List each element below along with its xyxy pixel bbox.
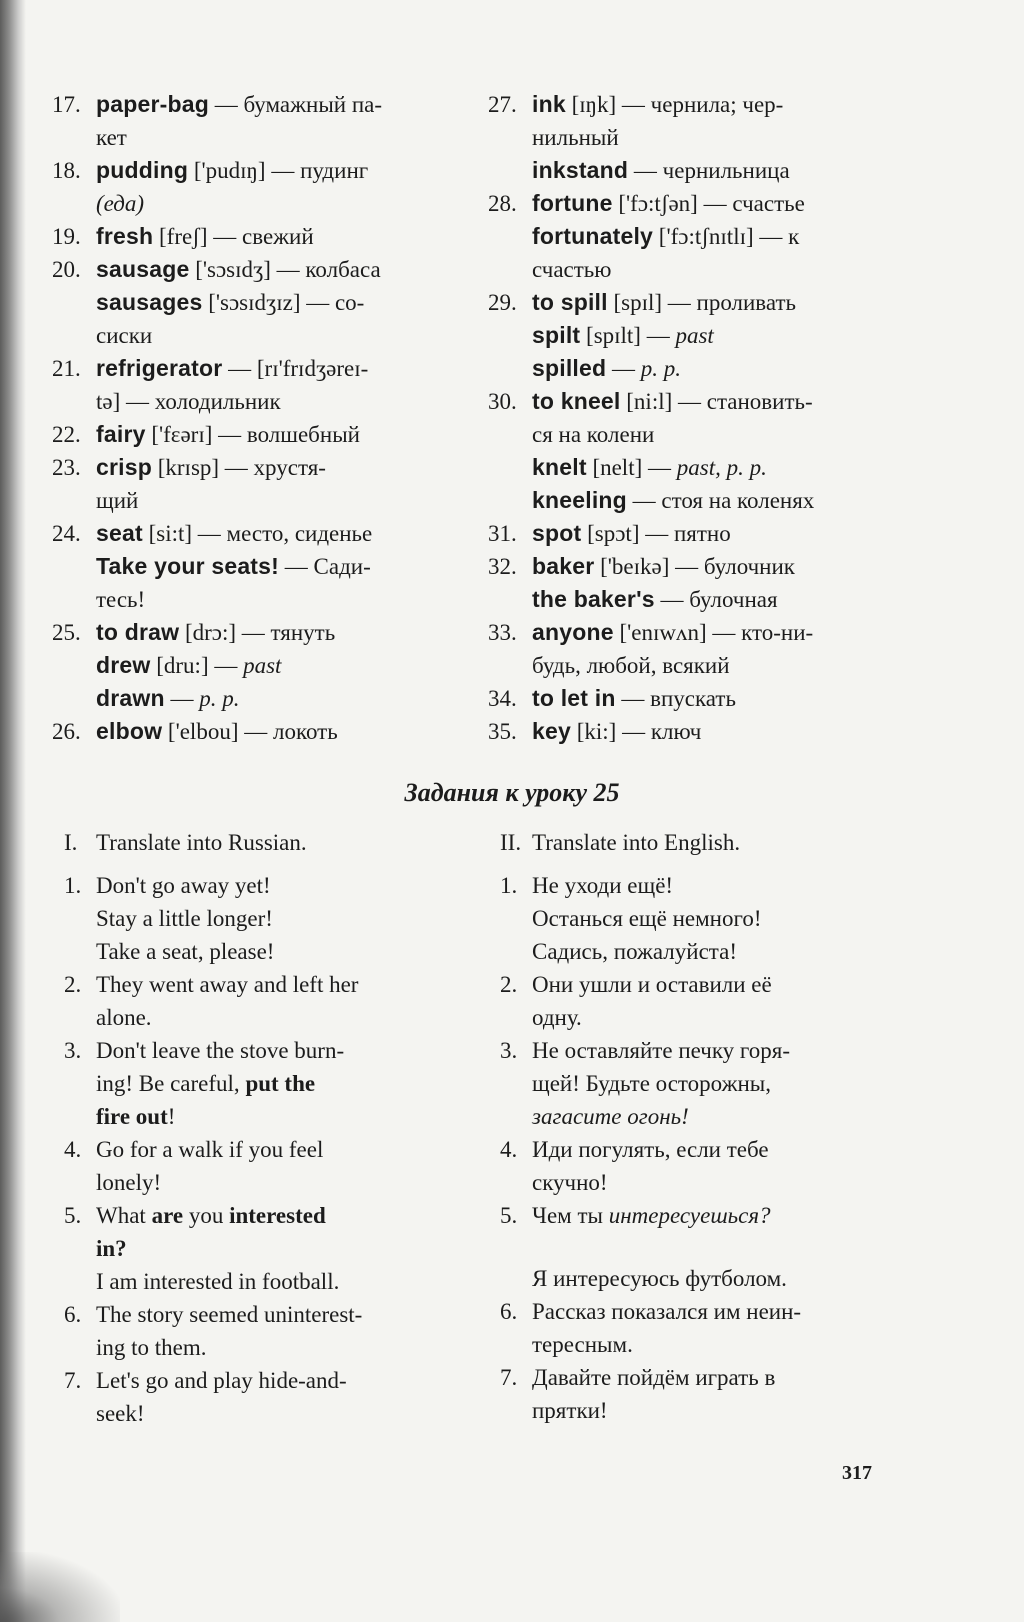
definition-text: Не уходи ещё!: [532, 873, 674, 898]
entry-line: [96, 352, 432, 385]
headword: knelt: [532, 454, 587, 480]
entry-number: 6.: [500, 1299, 518, 1324]
entry-line: [532, 1067, 878, 1100]
definition-text: ['beɪkə] — булочник: [594, 554, 795, 579]
italic-text: p. p.: [199, 686, 240, 711]
definition-text: Иди погулять, если тебе: [532, 1137, 769, 1162]
exercise-number: I.: [64, 830, 78, 855]
italic-text: past: [243, 653, 282, 678]
entry-number: 29.: [488, 290, 517, 315]
definition-text: alone.: [96, 1005, 152, 1030]
vocab-entry: [488, 286, 878, 385]
exercise-items: [488, 869, 878, 1427]
entry-number: 25.: [52, 620, 81, 645]
entry-line: [532, 1295, 878, 1328]
definition-text: прятки!: [532, 1398, 608, 1423]
vocab-entry: [488, 187, 878, 286]
definition-text: [nelt] —: [586, 455, 677, 480]
entry-number: 7.: [64, 1368, 82, 1393]
bold-text: in?: [96, 1236, 127, 1261]
headword: ink: [532, 91, 566, 117]
entry-line: [96, 220, 432, 253]
definition-text: ['fɔ:tʃnɪtlɪ] — к: [653, 224, 800, 249]
entry-line: [532, 649, 878, 682]
definition-text: одну.: [532, 1005, 582, 1030]
entry-line: [532, 517, 878, 550]
definition-text: ing to them.: [96, 1335, 207, 1360]
headword: refrigerator: [96, 355, 223, 381]
entry-line: [96, 1199, 432, 1232]
definition-text: — [rɪ'frɪdʒəreɪ-: [222, 356, 369, 381]
vocab-entry: [488, 715, 878, 748]
vocabulary-column-left: [52, 88, 432, 748]
definition-text: [spɔt] — пятно: [581, 521, 731, 546]
definition-text: Don't go away yet!: [96, 873, 271, 898]
entry-line: [96, 187, 432, 220]
definition-text: seek!: [96, 1401, 145, 1426]
bold-text: put the: [245, 1071, 316, 1096]
definition-text: — Сади-: [279, 554, 371, 579]
definition-text: — чернильница: [628, 158, 790, 183]
definition-text: тересным.: [532, 1332, 633, 1357]
headword: key: [532, 718, 571, 744]
entry-line: [532, 935, 878, 968]
entry-line: [96, 715, 432, 748]
headword: kneeling: [532, 487, 627, 513]
vocab-entry: [488, 550, 878, 616]
entry-line: [96, 1067, 432, 1100]
definition-text: —: [606, 356, 641, 381]
line-gap: [532, 1232, 878, 1262]
entry-line: [532, 616, 878, 649]
entry-number: 23.: [52, 455, 81, 480]
entry-line: [532, 385, 878, 418]
page-number: 317: [842, 1462, 872, 1484]
italic-text: p. p.: [640, 356, 682, 381]
headword: paper-bag: [96, 91, 209, 117]
vocab-entry: [488, 517, 878, 550]
definition-text: Let's go and play hide-and-: [96, 1368, 347, 1393]
entry-line: [96, 1133, 432, 1166]
exercise-item: [52, 869, 432, 968]
entry-number: 7.: [500, 1365, 518, 1390]
definition-text: ['fɔ:tʃən] — счастье: [612, 191, 805, 216]
entry-number: 35.: [488, 719, 517, 744]
headword: spot: [532, 520, 582, 546]
bold-text: fire out: [96, 1104, 168, 1129]
exercise-item: [488, 869, 878, 968]
entry-line: [532, 1001, 878, 1034]
entry-number: 30.: [488, 389, 517, 414]
definition-text: [drɔ:] — тянуть: [179, 620, 336, 645]
definition-text: кет: [96, 125, 127, 150]
exercise-column-right: [488, 826, 878, 1427]
definition-text: — бумажный па-: [208, 92, 383, 117]
headword: drew: [96, 652, 151, 678]
headword: crisp: [96, 454, 152, 480]
entry-number: 2.: [500, 972, 518, 997]
definition-text: The story seemed uninterest-: [96, 1302, 363, 1327]
headword: to spill: [532, 289, 608, 315]
definition-text: —: [164, 686, 200, 711]
definition-text: ['elbou] — локоть: [162, 719, 338, 744]
scan-edge-shadow: [0, 0, 26, 1622]
definition-text: lonely!: [96, 1170, 162, 1195]
entry-line: [96, 451, 432, 484]
italic-text: past: [675, 323, 714, 348]
definition-text: скучно!: [532, 1170, 608, 1195]
entry-line: [96, 1331, 432, 1364]
entry-line: [532, 1394, 878, 1427]
entry-line: [532, 286, 878, 319]
definition-text: [freʃ] — свежий: [153, 224, 314, 249]
exercise-item: [52, 1364, 432, 1430]
exercise-column-left: [52, 826, 432, 1430]
entry-number: 19.: [52, 224, 81, 249]
exercise-heading: [52, 826, 432, 859]
entry-line: [96, 1001, 432, 1034]
exercise-item: [52, 1298, 432, 1364]
definition-text: [ɪŋk] — чернила; чер-: [565, 92, 784, 117]
definition-text: Рассказ показался им неин-: [532, 1299, 802, 1324]
definition-text: [spɪlt] —: [580, 323, 676, 348]
entry-line: [532, 1361, 878, 1394]
entry-line: [96, 1100, 432, 1133]
entry-line: [532, 1133, 878, 1166]
entry-line: [532, 968, 878, 1001]
definition-text: — булочная: [654, 587, 778, 612]
exercise-heading: [488, 826, 878, 859]
definition-text: What: [96, 1203, 152, 1228]
definition-text: ['sɔsɪdʒɪz] — со-: [202, 290, 365, 315]
entry-number: 5.: [500, 1203, 518, 1228]
definition-text: you: [183, 1203, 230, 1228]
vocab-entry: [52, 715, 432, 748]
definition-text: ['enɪwʌn] — кто-ни-: [613, 620, 814, 645]
italic-text: (еда): [96, 191, 145, 216]
entry-number: 22.: [52, 422, 81, 447]
headword: anyone: [532, 619, 614, 645]
entry-line: [96, 649, 432, 682]
entry-line: [96, 1166, 432, 1199]
headword: elbow: [96, 718, 163, 744]
entry-number: 5.: [64, 1203, 82, 1228]
definition-text: tə] — холодильник: [96, 389, 281, 414]
exercise-item: [488, 1361, 878, 1427]
exercise-item: [52, 1034, 432, 1133]
entry-number: 1.: [64, 873, 82, 898]
exercise-item: [52, 968, 432, 1034]
entry-number: 2.: [64, 972, 82, 997]
entry-line: [532, 1034, 878, 1067]
headword: to draw: [96, 619, 180, 645]
entry-line: [532, 451, 878, 484]
definition-text: сиски: [96, 323, 153, 348]
definition-text: Давайте пойдём играть в: [532, 1365, 776, 1390]
entry-line: [532, 902, 878, 935]
headword: inkstand: [532, 157, 629, 183]
entry-line: [96, 88, 432, 121]
entry-number: 18.: [52, 158, 81, 183]
entry-line: [96, 682, 432, 715]
headword: sausages: [96, 289, 203, 315]
vocab-entry: [488, 385, 878, 517]
bold-text: interested: [229, 1203, 326, 1228]
entry-line: [96, 1232, 432, 1265]
exercise-item: [488, 1034, 878, 1133]
vocab-entry: [52, 253, 432, 352]
entry-line: [532, 550, 878, 583]
headword: spilled: [532, 355, 607, 381]
entry-line: [96, 484, 432, 517]
exercise-item: [488, 1199, 878, 1295]
headword: Take your seats!: [96, 553, 280, 579]
definition-text: Take a seat, please!: [96, 939, 275, 964]
definition-text: ['sɔsɪdʒ] — колбаса: [189, 257, 381, 282]
vocab-entry: [52, 220, 432, 253]
entry-number: 28.: [488, 191, 517, 216]
exercise-title: Translate into Russian.: [96, 830, 307, 855]
headword: seat: [96, 520, 143, 546]
italic-text: интересуешься?: [608, 1203, 771, 1228]
entry-line: [96, 616, 432, 649]
definition-text: Они ушли и оставили её: [532, 972, 772, 997]
entry-number: 26.: [52, 719, 81, 744]
entry-line: [532, 253, 878, 286]
entry-line: [96, 1298, 432, 1331]
vocab-entry: [488, 682, 878, 715]
entry-number: 33.: [488, 620, 517, 645]
headword: spilt: [532, 322, 581, 348]
exercise-items: [52, 869, 432, 1430]
entry-line: [532, 121, 878, 154]
exercise-item: [488, 1295, 878, 1361]
definition-text: будь, любой, всякий: [532, 653, 730, 678]
entry-line: [96, 154, 432, 187]
entry-line: [96, 121, 432, 154]
entry-line: [532, 583, 878, 616]
entry-line: [96, 550, 432, 583]
entry-number: 3.: [500, 1038, 518, 1063]
entry-number: 32.: [488, 554, 517, 579]
entry-number: 21.: [52, 356, 81, 381]
definition-text: [ki:] — ключ: [570, 719, 702, 744]
definition-text: [si:t] — место, сиденье: [142, 521, 373, 546]
vocabulary-column-right: [488, 88, 878, 748]
exercise-item: [488, 968, 878, 1034]
vocab-entry: [488, 616, 878, 682]
entry-number: 3.: [64, 1038, 82, 1063]
entry-line: [96, 935, 432, 968]
exercise-number: II.: [500, 830, 522, 855]
entry-line: [96, 385, 432, 418]
vocab-entry: [52, 154, 432, 220]
entry-line: [532, 484, 878, 517]
entry-line: [532, 869, 878, 902]
vocab-entry: [52, 88, 432, 154]
exercise-item: [52, 1133, 432, 1199]
entry-number: 6.: [64, 1302, 82, 1327]
entry-line: [532, 1166, 878, 1199]
definition-text: ['fɛərɪ] — волшебный: [145, 422, 360, 447]
entry-line: [96, 968, 432, 1001]
headword: baker: [532, 553, 595, 579]
entry-line: [532, 154, 878, 187]
entry-line: [532, 1328, 878, 1361]
headword: fresh: [96, 223, 154, 249]
definition-text: ся на колени: [532, 422, 655, 447]
entry-line: [532, 319, 878, 352]
definition-text: [spɪl] — проливать: [607, 290, 797, 315]
headword: sausage: [96, 256, 190, 282]
entry-line: [96, 319, 432, 352]
entry-number: 20.: [52, 257, 81, 282]
entry-line: [96, 1364, 432, 1397]
exercise-item: [488, 1133, 878, 1199]
headword: to let in: [532, 685, 616, 711]
definition-text: счастью: [532, 257, 612, 282]
entry-line: [96, 418, 432, 451]
definition-text: [krɪsp] — хрустя-: [151, 455, 326, 480]
definition-text: ['pudɪŋ] — пудинг: [188, 158, 369, 183]
exercise-item: [52, 1199, 432, 1298]
definition-text: ing! Be careful,: [96, 1071, 246, 1096]
vocab-entry: [52, 451, 432, 517]
scan-corner-shadow: [0, 1552, 120, 1622]
definition-text: — стоя на коленях: [626, 488, 815, 513]
vocab-entry: [52, 517, 432, 616]
definition-text: They went away and left her: [96, 972, 359, 997]
entry-line: [96, 869, 432, 902]
vocab-entry: [488, 88, 878, 187]
entry-line: [96, 286, 432, 319]
definition-text: тесь!: [96, 587, 146, 612]
entry-line: [96, 1265, 432, 1298]
italic-text: загасите огонь!: [532, 1104, 689, 1129]
entry-line: [96, 517, 432, 550]
definition-text: Садись, пожалуйста!: [532, 939, 737, 964]
headword: drawn: [96, 685, 165, 711]
vocab-entry: [52, 352, 432, 418]
headword: fairy: [96, 421, 146, 447]
definition-text: нильный: [532, 125, 619, 150]
definition-text: Не оставляйте печку горя-: [532, 1038, 791, 1063]
entry-line: [96, 253, 432, 286]
headword: to kneel: [532, 388, 621, 414]
headword: fortune: [532, 190, 613, 216]
entry-line: [532, 352, 878, 385]
entry-number: 1.: [500, 873, 518, 898]
entry-number: 4.: [64, 1137, 82, 1162]
entry-number: 31.: [488, 521, 517, 546]
entry-line: [532, 1100, 878, 1133]
vocab-entry: [52, 616, 432, 715]
entry-line: [532, 418, 878, 451]
entry-line: [96, 1397, 432, 1430]
definition-text: Go for a walk if you feel: [96, 1137, 324, 1162]
definition-text: щей! Будьте осторожны,: [532, 1071, 772, 1096]
section-title: Задания к уроку 25: [404, 778, 620, 807]
entry-line: [532, 220, 878, 253]
definition-text: Чем ты: [532, 1203, 609, 1228]
bold-text: are: [151, 1203, 184, 1228]
entry-line: [532, 682, 878, 715]
definition-text: Останься ещё немного!: [532, 906, 762, 931]
definition-text: Stay a little longer!: [96, 906, 273, 931]
definition-text: [dru:] —: [150, 653, 244, 678]
definition-text: !: [167, 1104, 176, 1129]
entry-line: [96, 1034, 432, 1067]
entry-number: 17.: [52, 92, 81, 117]
definition-text: [ni:l] — становить-: [620, 389, 813, 414]
entry-number: 34.: [488, 686, 517, 711]
entry-line: [532, 187, 878, 220]
headword: pudding: [96, 157, 189, 183]
definition-text: Don't leave the stove burn-: [96, 1038, 345, 1063]
definition-text: Я интересуюсь футболом.: [532, 1266, 787, 1291]
entry-line: [96, 583, 432, 616]
italic-text: past, p. p.: [676, 455, 767, 480]
exercise-title: Translate into English.: [532, 830, 741, 855]
entry-number: 4.: [500, 1137, 518, 1162]
entry-line: [532, 88, 878, 121]
definition-text: I am interested in football.: [96, 1269, 340, 1294]
entry-line: [96, 902, 432, 935]
headword: fortunately: [532, 223, 654, 249]
definition-text: — впускать: [615, 686, 736, 711]
entry-number: 24.: [52, 521, 81, 546]
headword: the baker's: [532, 586, 655, 612]
vocab-entry: [52, 418, 432, 451]
entry-line: [532, 1199, 878, 1232]
definition-text: щий: [96, 488, 139, 513]
entry-number: 27.: [488, 92, 517, 117]
entry-line: [532, 715, 878, 748]
entry-line: [532, 1262, 878, 1295]
